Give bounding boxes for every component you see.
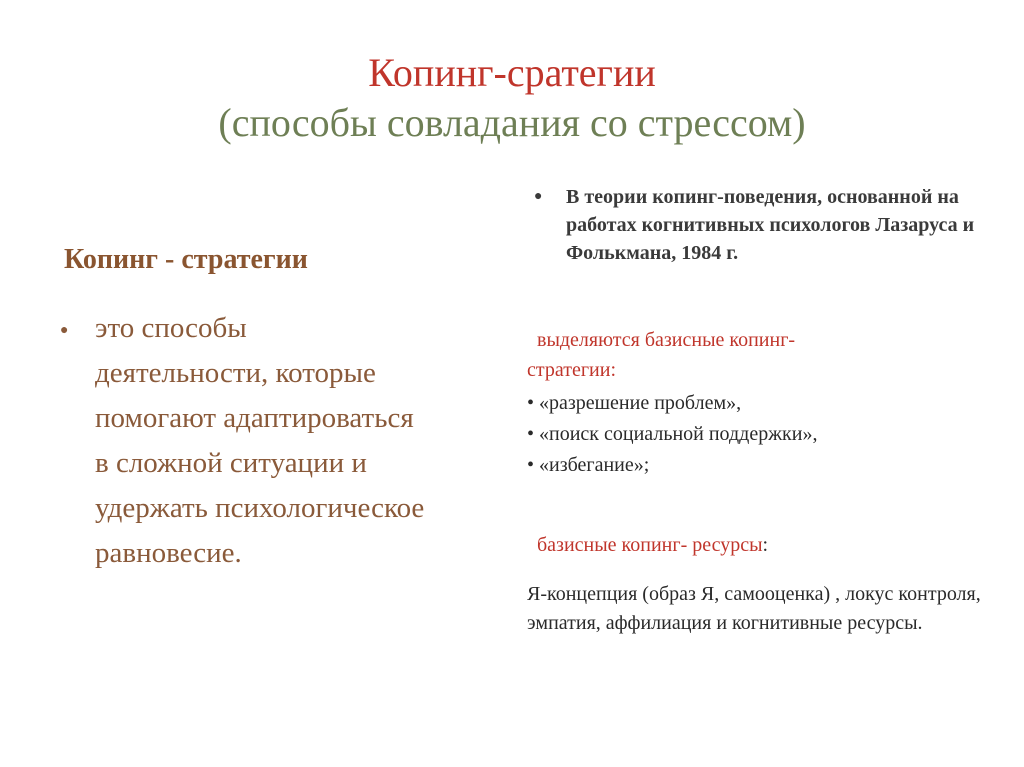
strategy-item: • «избегание»; bbox=[527, 454, 650, 476]
left-heading: Копинг - стратегии bbox=[64, 244, 308, 275]
strategy-item: • «поиск социальной поддержки», bbox=[527, 423, 818, 445]
slide-subtitle: (способы совладания со стрессом) bbox=[218, 100, 806, 145]
resources-heading-colon: : bbox=[762, 534, 769, 556]
theory-text: В теории копинг-поведения, основанной на работах когнитивных психологов Лазаруса и Фолькмана, 1984 г. bbox=[566, 186, 975, 264]
resources-heading-label: базисные копинг- ресурсы bbox=[537, 534, 763, 556]
slide-title: Копинг-сратегии bbox=[368, 50, 656, 95]
strategies-intro-line2: стратегии: bbox=[527, 359, 617, 381]
definition-text: это способы деятельности, которые помогают адаптироваться в сложной ситуации и удержать психологическое равновесие. bbox=[95, 312, 425, 569]
bullet-dot-icon: ● bbox=[60, 323, 69, 338]
bullet-dot-icon: ● bbox=[534, 189, 543, 204]
resources-text: Я-концепция (образ Я, самооценка) , локус контроля, эмпатия, аффилиация и когнитивные ресурсы. bbox=[527, 583, 981, 634]
resources-heading bbox=[537, 530, 768, 560]
strategies-intro-line1: выделяются базисные копинг- bbox=[537, 329, 796, 351]
strategy-item: • «разрешение проблем», bbox=[527, 392, 742, 414]
